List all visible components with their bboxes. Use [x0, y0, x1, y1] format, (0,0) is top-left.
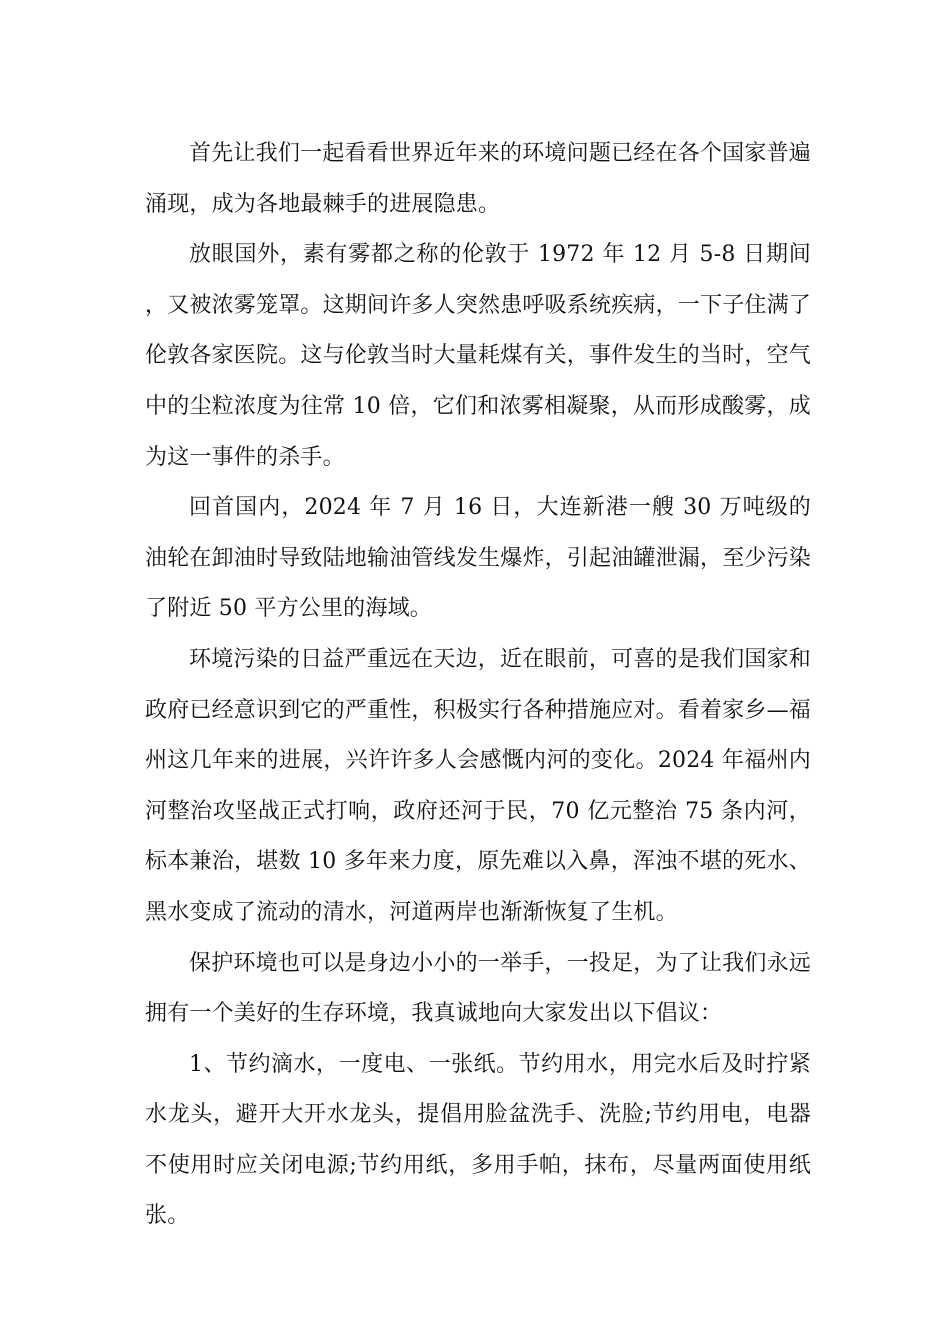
paragraph-dalian-oil: 回首国内，2024 年 7 月 16 日，大连新港一艘 30 万吨级的油轮在卸油时导致陆地输油管线发生爆炸，引起油罐泄漏，至少污染了附近 50 平方公里的海域。 [145, 495, 812, 622]
document-page [145, 129, 811, 1242]
paragraph-london-smog: 放眼国外，素有雾都之称的伦敦于 1972 年 12 月 5-8 日期间，又被浓雾笼罩。这期间许多人突然患呼吸系统疾病，一下子住满了伦敦各家医院。这与伦敦当时大量耗煤有关，事件发生的当时，空气中的尘粒浓度为往常 10 倍，它们和浓雾相凝聚，从而形成酸雾，成为这一事件的杀手。 [145, 242, 812, 470]
paragraph-intro: 首先让我们一起看看世界近年来的环境问题已经在各个国家普遍涌现，成为各地最棘手的进展隐患。 [145, 141, 811, 217]
paragraph-proposal: 保护环境也可以是身边小小的一举手，一投足，为了让我们永远拥有一个美好的生存环境，我真诚地向大家发出以下倡议： [145, 950, 811, 1027]
paragraph-item-1: 1、节约滴水，一度电、一张纸。节约用水，用完水后及时拧紧水龙头，避开大开水龙头，提倡用脸盆洗手、洗脸;节约用电，电器不使用时应关闭电源;节约用纸，多用手帕，抹布，尽量两面使用纸张。 [145, 1051, 811, 1229]
paragraph-fuzhou-rivers: 环境污染的日益严重远在天边，近在眼前，可喜的是我们国家和政府已经意识到它的严重性，积极实行各种措施应对。看着家乡—福州这几年来的进展，兴许许多人会感慨内河的变化。2024 年福州内河整治攻坚战正式打响，政府还河于民，70 亿元整治 75 条内河，标本兼治，堪数 10 多年来力度，原先难以入鼻，浑浊不堪的死水、黑水变成了流动的清水，河道两岸也渐渐恢复了生机。 [145, 646, 812, 925]
